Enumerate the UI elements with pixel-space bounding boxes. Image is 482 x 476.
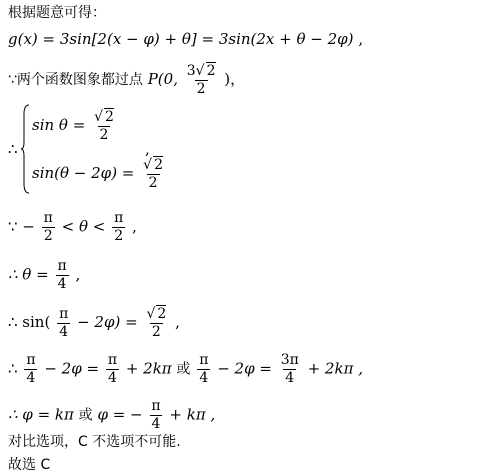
expr: ∴ θ =	[8, 265, 49, 284]
punct: ,	[358, 30, 364, 48]
fraction: $\frac{\pi}{4}$	[199, 352, 209, 386]
expr: sin θ =	[32, 116, 86, 134]
numerator: √ 2	[94, 109, 114, 125]
expr: < θ <	[61, 217, 106, 236]
fraction: $\frac{\pi}{4}$	[107, 352, 118, 386]
expr: − 2φ =	[217, 359, 272, 378]
system-row-1	[32, 108, 118, 144]
fraction	[92, 108, 116, 144]
fraction: $\frac{\pi}{4}$	[57, 258, 67, 292]
denominator: 2	[99, 127, 109, 143]
line-3	[8, 62, 245, 98]
line-2	[8, 30, 363, 48]
expr: ∴ sin(	[8, 313, 51, 331]
sqrt: √ 2	[195, 63, 216, 79]
fraction: $\frac{\pi}{4}$	[151, 398, 161, 432]
equation-g: g(x) = 3sin[2(x − φ) + θ] = 3sin(2x + θ − 2φ)	[8, 30, 354, 48]
fraction	[185, 62, 218, 98]
punct: )，	[224, 70, 246, 88]
expr: + kπ ,	[169, 405, 216, 424]
punct: ,	[175, 313, 180, 331]
fraction: $\frac{\pi}{2}$	[43, 210, 53, 244]
line-1: 根据题意可得：	[8, 5, 106, 21]
denominator: 2	[148, 175, 158, 191]
expr: + 2kπ ,	[307, 359, 363, 378]
fraction: $\frac{\pi}{4}$	[26, 352, 36, 386]
numerator: 3√ 2	[186, 63, 216, 79]
expr: ∴	[8, 359, 18, 378]
point-p: P(0,	[147, 70, 178, 88]
or-text: 或	[78, 407, 93, 424]
fraction: $\frac{\pi}{4}$	[59, 305, 69, 340]
fraction	[141, 156, 165, 192]
numerator: √ 2	[143, 157, 164, 173]
fraction: $\frac{\pi}{2}$	[114, 210, 124, 244]
expr: φ = −	[97, 405, 143, 424]
fraction: $\frac{√ 2}{2}$	[146, 306, 167, 340]
because-text: ∵两个函数图象都过点	[8, 72, 143, 88]
system-row-2	[32, 156, 167, 192]
line-10: 对比选项，C 不选项不可能.	[8, 434, 181, 450]
system-punct: ,	[145, 140, 150, 158]
line-7	[8, 305, 180, 341]
expr: sin(θ − 2φ) =	[32, 164, 135, 182]
denominator: 2	[196, 81, 206, 97]
expr: − 2φ =	[44, 359, 100, 378]
line-6	[8, 258, 80, 293]
expr: + 2kπ	[125, 359, 172, 378]
left-brace	[20, 104, 30, 194]
expr: − 2φ) =	[77, 313, 138, 331]
expr: ∵ −	[8, 217, 35, 236]
line-5	[8, 210, 137, 245]
line-11: 故选 C	[8, 457, 51, 473]
punct: ,	[75, 265, 81, 284]
line-8	[8, 352, 363, 387]
therefore-sign: ∴	[8, 140, 18, 158]
fraction: $\frac{3\pi}{4}$	[280, 352, 299, 386]
expr: ∴ φ = kπ	[8, 405, 74, 424]
punct: ,	[132, 217, 137, 236]
line-9	[8, 398, 215, 433]
or-text: 或	[176, 361, 191, 378]
